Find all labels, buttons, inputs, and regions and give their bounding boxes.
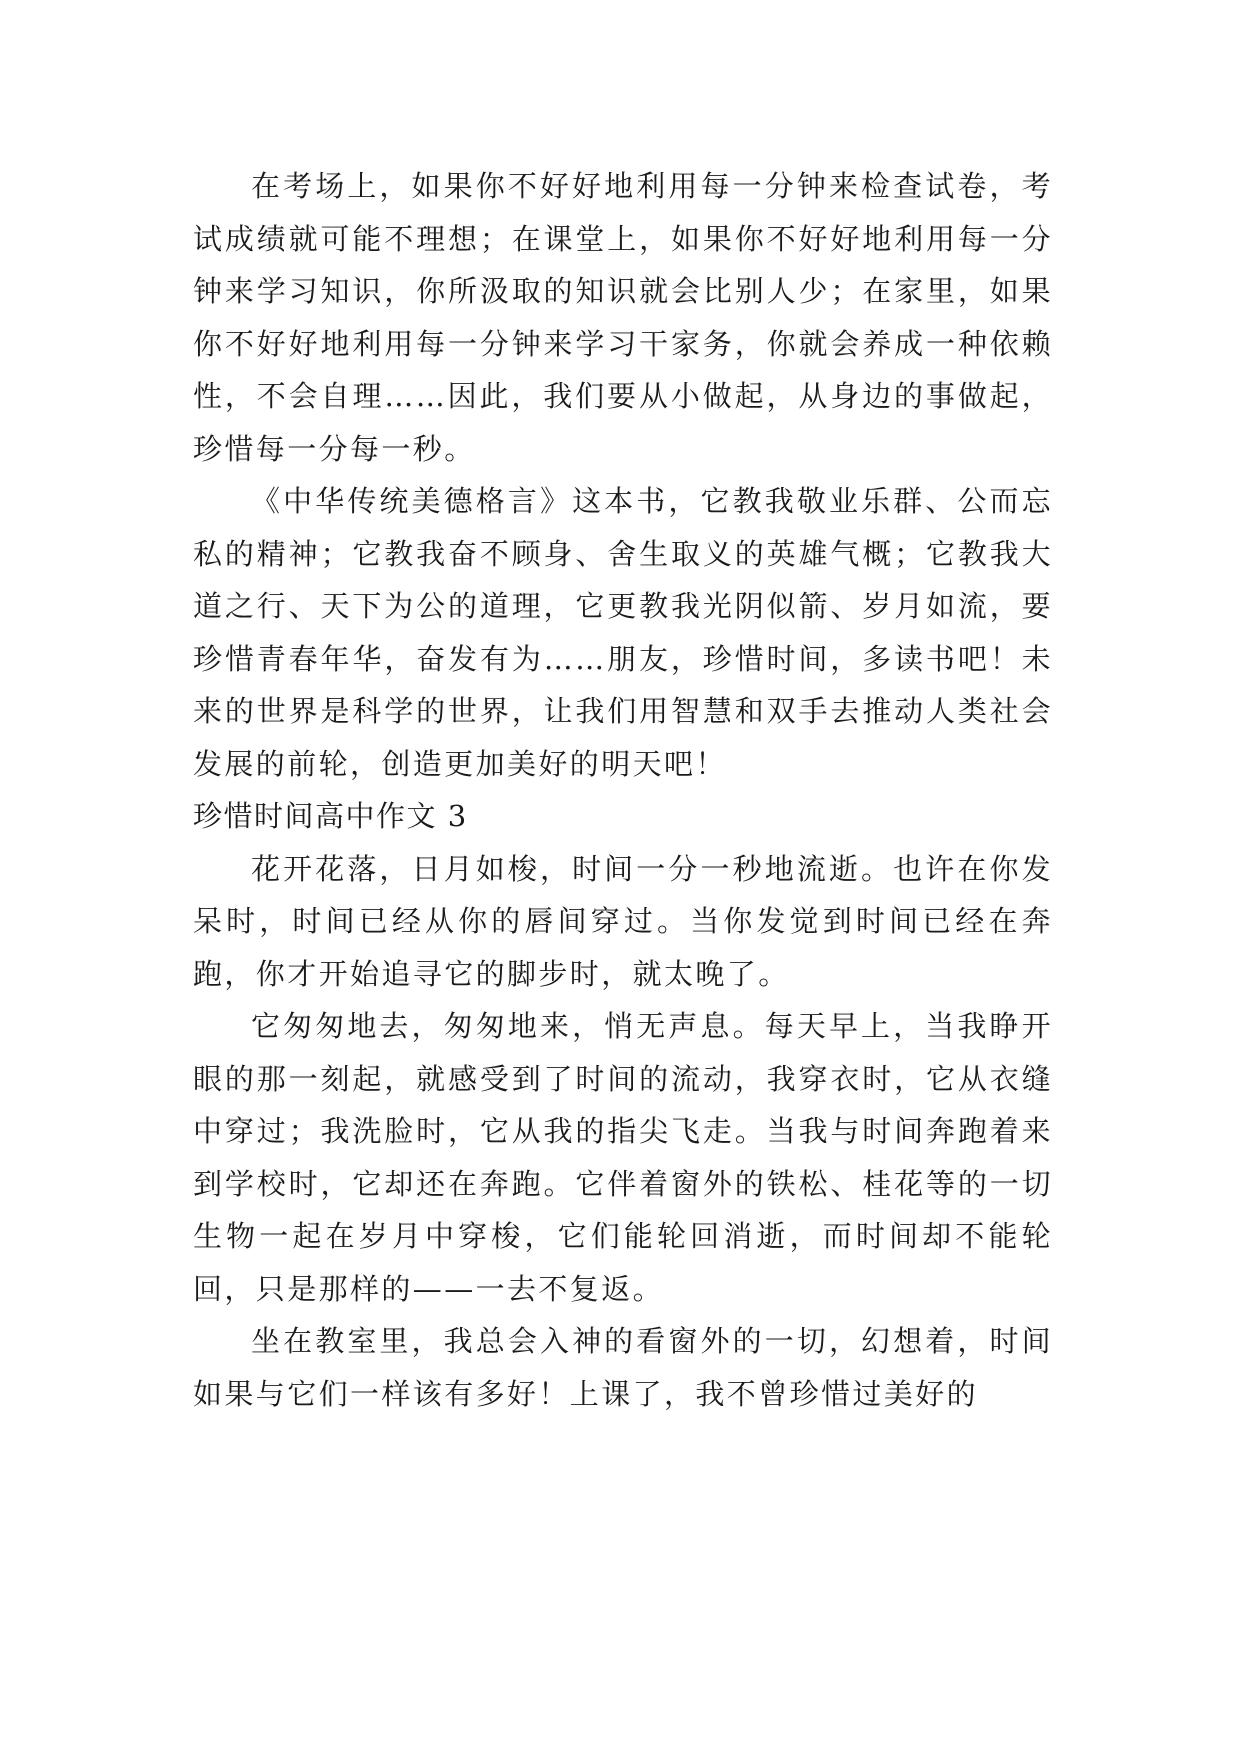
paragraph-morning: 它匆匆地去，匆匆地来，悄无声息。每天早上，当我睁开眼的那一刻起，就感受到了时间的流动，我穿衣时，它从衣缝中穿过；我洗脸时，它从我的指尖飞走。当我与时间奔跑着来到学校时，它却还在奔跑。它伴着窗外的铁松、桂花等的一切生物一起在岁月中穿梭，它们能轮回消逝，而时间却不能轮回，只是那样的——一去不复返。: [193, 1009, 1053, 1306]
paragraph-flowers: 花开花落，日月如梭，时间一分一秒地流逝。也许在你发呆时，时间已经从你的唇间穿过。当你发觉到时间已经在奔跑，你才开始追寻它的脚步时，就太晚了。: [193, 851, 1053, 991]
paragraph-classroom: 坐在教室里，我总会入神的看窗外的一切，幻想着，时间如果与它们一样该有多好！上课了，我不曾珍惜过美好的: [193, 1324, 1053, 1411]
paragraph-exam-room: 在考场上，如果你不好好地利用每一分钟来检查试卷，考试成绩就可能不理想；在课堂上，如果你不好好地利用每一分钟来学习知识，你所汲取的知识就会比别人少；在家里，如果你不好好地利用每一分钟来学习干家务，你就会养成一种依赖性，不会自理……因此，我们要从小做起，从身边的事做起，珍惜每一分每一秒。: [193, 169, 1053, 466]
essay-heading: 珍惜时间高中作文 3: [193, 799, 468, 833]
document-body: [193, 160, 1053, 1420]
paragraph-virtue-book: 《中华传统美德格言》这本书，它教我敬业乐群、公而忘私的精神；它教我奋不顾身、舍生取义的英雄气概；它教我大道之行、天下为公的道理，它更教我光阴似箭、岁月如流，要珍惜青春年华，奋发有为……朋友，珍惜时间，多读书吧！未来的世界是科学的世界，让我们用智慧和双手去推动人类社会发展的前轮，创造更加美好的明天吧！: [193, 484, 1053, 781]
